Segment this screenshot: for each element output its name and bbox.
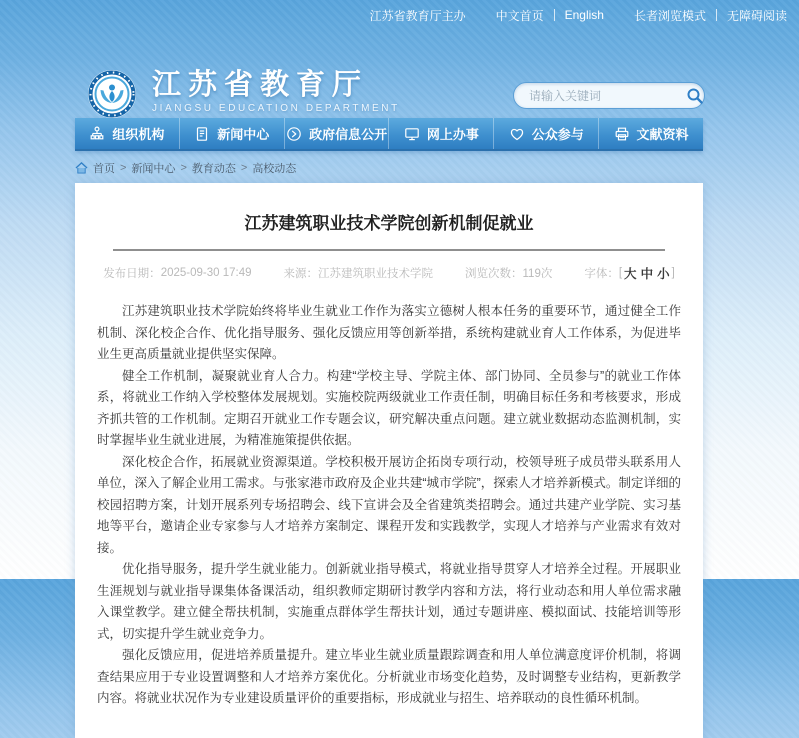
site-name-en: JIANGSU EDUCATION DEPARTMENT [152, 103, 400, 115]
printer-archive-icon [614, 126, 630, 142]
nav-label: 组织机构 [112, 127, 165, 142]
breadcrumb-news-center[interactable]: 新闻中心 [131, 163, 176, 175]
breadcrumb-college-news[interactable]: 高校动态 [252, 163, 297, 175]
search-input[interactable] [527, 88, 686, 104]
nav-label: 政府信息公开 [309, 127, 388, 142]
elder-mode-link[interactable]: 长者浏览模式 [633, 8, 706, 23]
source-value: 江苏建筑职业技术学院 [318, 268, 433, 280]
publish-date-label: 发布日期： [103, 268, 161, 280]
publish-date [103, 265, 251, 281]
nav-label: 网上办事 [426, 127, 479, 142]
article-card [75, 183, 703, 738]
source-label: 来源： [283, 268, 318, 280]
paragraph: 江苏建筑职业技术学院始终将毕业生就业工作作为落实立德树人根本任务的重要环节，通过健全工作机制、深化校企合作、优化指导服务、强化反馈应用等创新举措，系统构建就业育人工作体系，为促进毕业生更高质量就业提供坚实保障。 [97, 304, 681, 361]
breadcrumb [75, 160, 799, 176]
main-nav [75, 118, 703, 151]
chinese-home-link[interactable]: 中文首页 [495, 8, 544, 23]
paragraph: 强化反馈应用，促进培养质量提升。建立毕业生就业质量跟踪调查和用人单位满意度评价机制，将调查结果应用于专业设置调整和人才培养方案优化。分析就业市场变化趋势，及时调整专业结构，更新教学内容。将就业状况作为专业建设质量评价的重要指标，形成就业与招生、培养联动的良性循环机制。 [97, 648, 681, 705]
site-name-cn: 江苏省教育厅 [152, 69, 369, 101]
source [284, 265, 434, 281]
search-box [513, 82, 705, 109]
heart-icon [509, 126, 525, 142]
article-meta [75, 264, 703, 282]
article-body [75, 282, 703, 738]
article-title: 江苏建筑职业技术学院创新机制促就业 [244, 214, 534, 233]
home-icon [75, 162, 88, 174]
view-count-label: 浏览次数： [465, 268, 523, 280]
accessibility-link[interactable]: 无障碍阅读 [726, 8, 787, 23]
top-utility-bar [0, 0, 799, 30]
breadcrumb-separator: > [180, 162, 187, 174]
view-count [465, 265, 552, 281]
paragraph: 健全工作机制，凝聚就业育人合力。构建“学校主导、学院主体、部门协同、全员参与”的就业工作体系，将就业工作纳入学校整体发展规划。实施校院两级就业工作责任制，明确目标任务和考核要求，形成齐抓共管的工作机制。定期召开就业工作专题会议，研究解决重点问题。建立就业数据动态监测机制，实时掌握毕业生就业进展，为精准施策提供依据。 [97, 368, 681, 447]
sitemap-icon [89, 126, 105, 142]
site-header [0, 30, 799, 118]
info-circle-arrow-icon [286, 126, 302, 142]
divider [716, 9, 717, 21]
font-size-small-button[interactable]: 小 [657, 267, 670, 281]
nav-item-online-services[interactable] [389, 118, 494, 149]
paragraph: 深化校企合作，拓展就业资源渠道。学校积极开展访企拓岗专项行动，校领导班子成员带头联系用人单位，深入了解企业用工需求。与张家港市政府及企业共建“城市学院”，探索人才培养新模式。制定详细的校园招聘方案，计划开展系列专场招聘会、线下宣讲会及全省建筑类招聘会。通过共建产业学院、实习基地等平台，邀请企业专家参与人才培养方案制定、课程开发和实践教学，实现人才培养与产业需求有效对接。 [97, 454, 681, 555]
nav-item-news-center[interactable] [180, 118, 285, 149]
breadcrumb-separator: > [240, 162, 248, 174]
search-icon[interactable] [686, 86, 704, 106]
view-count-value: 119次 [522, 268, 553, 280]
host-link[interactable]: 江苏省教育厅主办 [369, 8, 466, 23]
font-size-large-button[interactable]: 大 [624, 267, 637, 281]
font-size-control [584, 264, 674, 282]
lotus-emblem-icon[interactable] [87, 69, 137, 119]
nav-item-public-participation[interactable] [494, 118, 599, 149]
nav-label: 新闻中心 [217, 127, 270, 142]
paragraph: 优化指导服务，提升学生就业能力。创新就业指导模式，将就业指导贯穿人才培养全过程。开展职业生涯规划与就业指导课集体备课活动，组织教师定期研讨教学内容和方法，将行业动态和用人单位需求融入课堂教学。建立健全帮扶机制，实施重点群体学生帮扶计划，通过专题讲座、模拟面试、技能培训等形式，切实提升学生就业竞争力。 [97, 562, 681, 641]
breadcrumb-separator: > [120, 162, 127, 174]
nav-label: 文献资料 [636, 127, 689, 142]
breadcrumb-education-news[interactable]: 教育动态 [191, 163, 236, 175]
divider [554, 9, 555, 21]
font-size-label: 字体： [584, 268, 619, 280]
nav-item-info-disclosure[interactable] [285, 118, 390, 149]
site-title-block [152, 70, 400, 114]
bracket: ] [671, 267, 675, 279]
publish-date-value: 2025-09-30 17:49 [160, 267, 252, 279]
english-link[interactable]: English [564, 8, 604, 22]
monitor-icon [404, 126, 420, 142]
nav-item-organization[interactable] [75, 118, 180, 149]
news-document-icon [194, 126, 210, 142]
title-divider [113, 249, 665, 251]
font-size-medium-button[interactable]: 中 [640, 267, 654, 281]
breadcrumb-home[interactable]: 首页 [93, 163, 115, 175]
bracket: [ [618, 267, 623, 279]
nav-label: 公众参与 [531, 127, 584, 142]
nav-item-documents[interactable] [599, 118, 703, 149]
